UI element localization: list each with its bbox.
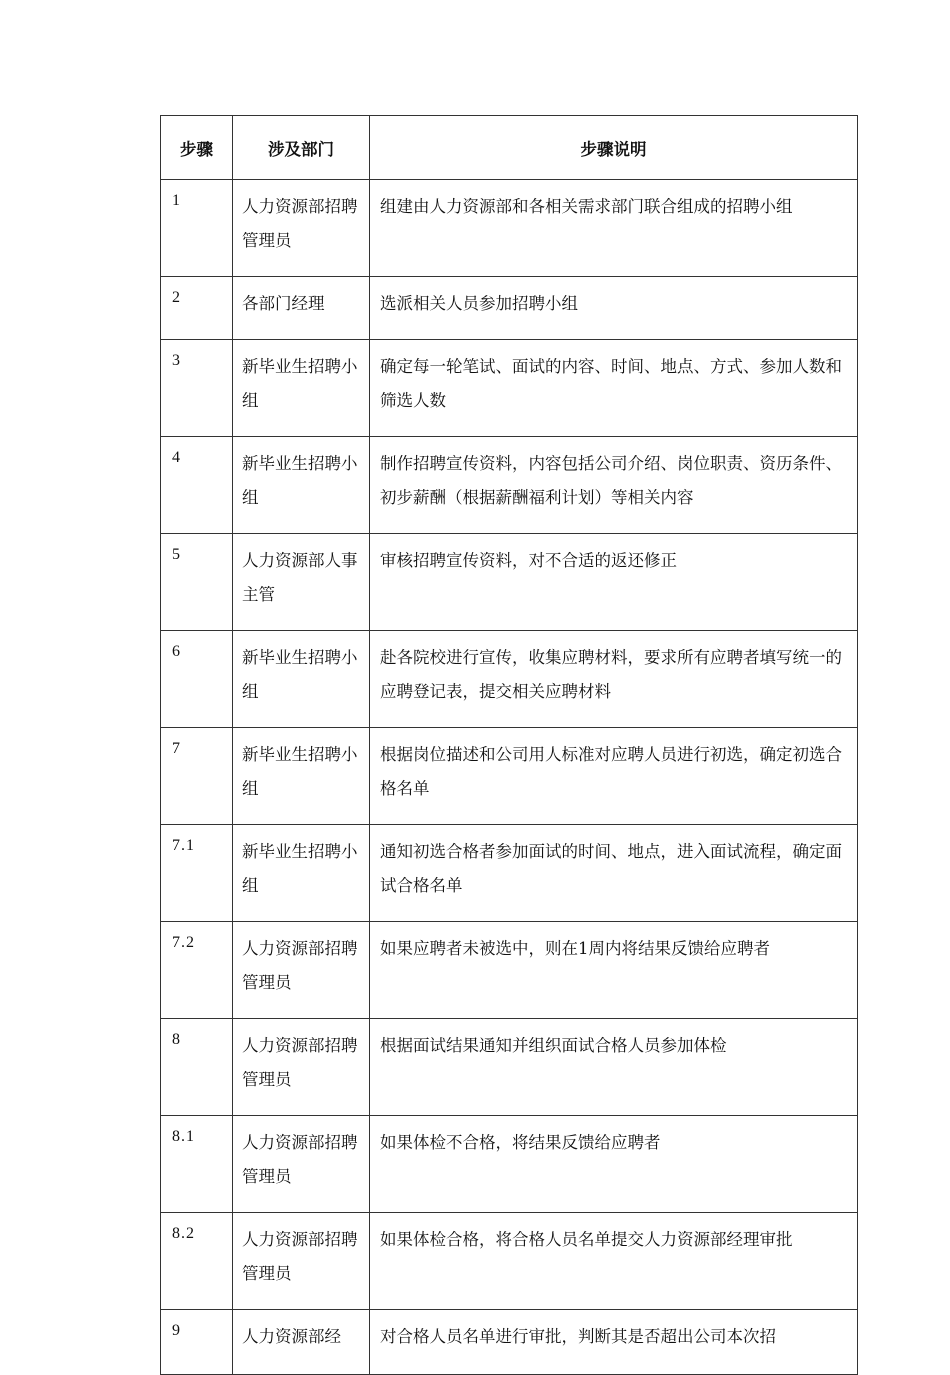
header-department: 涉及部门 xyxy=(233,116,370,180)
department-cell: 人力资源部人事主管 xyxy=(233,534,370,631)
description-cell: 审核招聘宣传资料，对不合适的返还修正 xyxy=(370,534,858,631)
description-cell xyxy=(370,1310,858,1375)
table-header-row xyxy=(161,116,858,180)
step-cell: 3 xyxy=(161,340,233,437)
department-cell: 人力资源部招聘管理员 xyxy=(233,1019,370,1116)
department-cell: 新毕业生招聘小组 xyxy=(233,340,370,437)
description-cell: 如果应聘者未被选中，则在1周内将结果反馈给应聘者 xyxy=(370,922,858,1019)
department-cell: 人力资源部招聘管理员 xyxy=(233,180,370,277)
table-row xyxy=(161,1116,858,1213)
table-row xyxy=(161,340,858,437)
step-cell: 5 xyxy=(161,534,233,631)
department-cell: 人力资源部招聘管理员 xyxy=(233,1116,370,1213)
step-cell: 6 xyxy=(161,631,233,728)
step-cell: 7.1 xyxy=(161,825,233,922)
table-row xyxy=(161,728,858,825)
table-row xyxy=(161,277,858,340)
step-cell: 8.2 xyxy=(161,1213,233,1310)
header-step: 步骤 xyxy=(161,116,233,180)
description-cell: 制作招聘宣传资料，内容包括公司介绍、岗位职责、资历条件、初步薪酬（根据薪酬福利计划）等相关内容 xyxy=(370,437,858,534)
table-row xyxy=(161,1019,858,1116)
department-cell: 人力资源部招聘管理员 xyxy=(233,922,370,1019)
description-cell: 根据岗位描述和公司用人标准对应聘人员进行初选，确定初选合格名单 xyxy=(370,728,858,825)
step-cell: 7.2 xyxy=(161,922,233,1019)
department-cell: 新毕业生招聘小组 xyxy=(233,825,370,922)
department-cell: 新毕业生招聘小组 xyxy=(233,728,370,825)
step-cell: 9 xyxy=(161,1310,233,1375)
description-cell: 根据面试结果通知并组织面试合格人员参加体检 xyxy=(370,1019,858,1116)
header-description: 步骤说明 xyxy=(370,116,858,180)
table-row xyxy=(161,825,858,922)
step-cell: 2 xyxy=(161,277,233,340)
department-cell: 新毕业生招聘小组 xyxy=(233,437,370,534)
table-row xyxy=(161,1310,858,1375)
step-cell: 1 xyxy=(161,180,233,277)
description-cell: 赴各院校进行宣传，收集应聘材料，要求所有应聘者填写统一的应聘登记表，提交相关应聘材料 xyxy=(370,631,858,728)
table-row xyxy=(161,534,858,631)
description-cell: 确定每一轮笔试、面试的内容、时间、地点、方式、参加人数和筛选人数 xyxy=(370,340,858,437)
table-row xyxy=(161,631,858,728)
recruitment-steps-table xyxy=(160,115,858,1375)
description-cell: 选派相关人员参加招聘小组 xyxy=(370,277,858,340)
department-cell: 新毕业生招聘小组 xyxy=(233,631,370,728)
description-text: 对合格人员名单进行审批，判断其是否超出公司本次招 xyxy=(380,1327,776,1346)
description-cell: 如果体检不合格，将结果反馈给应聘者 xyxy=(370,1116,858,1213)
table-row xyxy=(161,180,858,277)
step-cell: 7 xyxy=(161,728,233,825)
description-cell: 通知初选合格者参加面试的时间、地点，进入面试流程，确定面试合格名单 xyxy=(370,825,858,922)
table-row xyxy=(161,922,858,1019)
description-cell: 组建由人力资源部和各相关需求部门联合组成的招聘小组 xyxy=(370,180,858,277)
step-cell: 8.1 xyxy=(161,1116,233,1213)
department-cell: 人力资源部招聘管理员 xyxy=(233,1213,370,1310)
description-cell: 如果体检合格，将合格人员名单提交人力资源部经理审批 xyxy=(370,1213,858,1310)
step-cell: 8 xyxy=(161,1019,233,1116)
department-cell: 各部门经理 xyxy=(233,277,370,340)
table-row xyxy=(161,437,858,534)
department-text: 人力资源部经 xyxy=(242,1327,341,1346)
table-row xyxy=(161,1213,858,1310)
step-cell: 4 xyxy=(161,437,233,534)
department-cell xyxy=(233,1310,370,1375)
